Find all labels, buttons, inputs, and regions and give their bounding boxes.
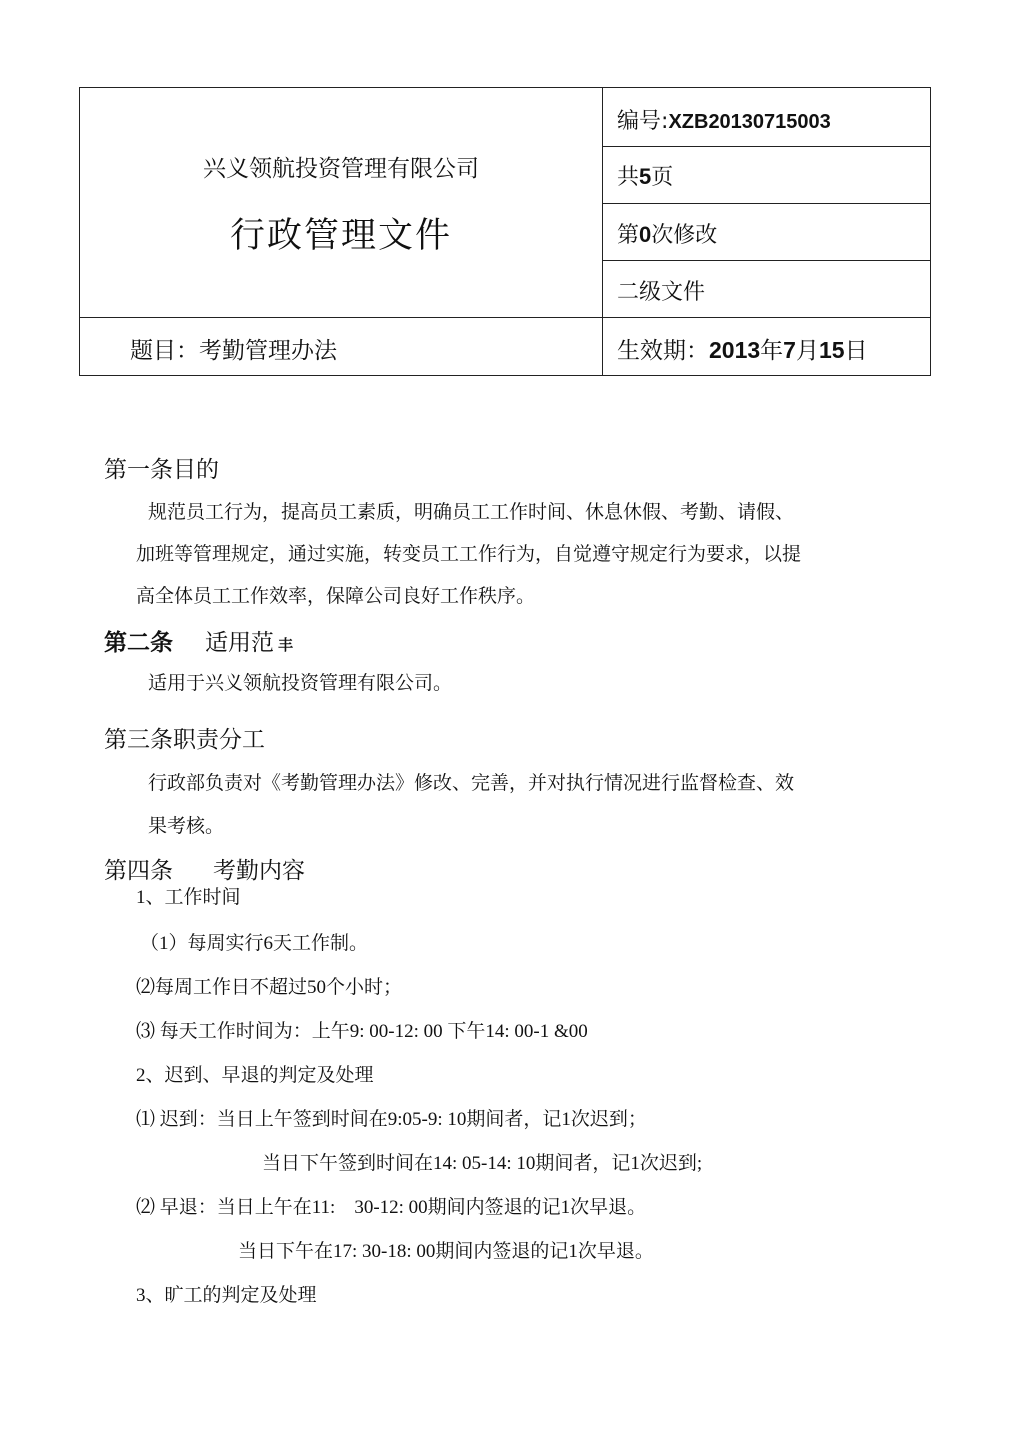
revision-count bbox=[617, 218, 717, 249]
list-item: （1）每周实行6天工作制。 bbox=[140, 933, 369, 954]
effective-year: 2013 bbox=[709, 337, 761, 363]
effective-date bbox=[617, 332, 868, 365]
month-unit: 月 bbox=[795, 338, 819, 364]
article2-heading bbox=[104, 624, 293, 657]
company-name: 兴义领航投资管理有限公司 bbox=[203, 156, 479, 182]
table-divider bbox=[602, 203, 930, 204]
article3-line: 行政部负责对《考勤管理办法》修改、完善，并对执行情况进行监督检查、效 bbox=[148, 772, 795, 794]
article1-line: 高全体员工工作效率，保障公司良好工作秩序。 bbox=[136, 585, 536, 607]
document-subject: 题目：考勤管理办法 bbox=[130, 338, 337, 364]
list-item-continued: 当日下午签到时间在14: 05-14: 10期间者，记1次迟到; bbox=[262, 1153, 703, 1174]
section-title: 3、旷工的判定及处理 bbox=[136, 1285, 317, 1306]
table-divider bbox=[80, 317, 930, 318]
page-count-number: 5 bbox=[639, 164, 652, 189]
day-unit: 日 bbox=[844, 338, 868, 364]
article2-heading-number: 第二条 bbox=[104, 630, 173, 656]
document-number-separator: : bbox=[661, 109, 669, 134]
document-level: 二级文件 bbox=[617, 280, 706, 305]
table-divider bbox=[602, 260, 930, 261]
page-count bbox=[617, 160, 673, 191]
list-item: ⑴ 迟到：当日上午签到时间在9:05-9: 10期间者，记1次迟到； bbox=[136, 1109, 647, 1130]
page-count-prefix: 共 bbox=[617, 165, 640, 190]
article4-heading-number: 第四条 bbox=[104, 858, 173, 884]
list-item: ⑵每周工作日不超过50个小时； bbox=[136, 977, 403, 998]
article2-heading-title: 适用范 bbox=[205, 630, 274, 656]
article1-line: 加班等管理规定，通过实施，转变员工工作行为，自觉遵守规定行为要求，以提 bbox=[136, 543, 802, 565]
effective-month: 7 bbox=[783, 337, 796, 363]
revision-number: 0 bbox=[639, 222, 652, 247]
table-divider bbox=[602, 146, 930, 147]
table-divider bbox=[602, 88, 603, 375]
document-type: 行政管理文件 bbox=[229, 216, 452, 256]
effective-day: 15 bbox=[818, 337, 845, 363]
article1-heading: 第一条目的 bbox=[104, 457, 219, 483]
list-item: ⑵ 早退：当日上午在11: 30-12: 00期间内签退的记1次早退。 bbox=[136, 1197, 647, 1218]
revision-prefix: 第 bbox=[617, 223, 640, 248]
article1-line: 规范员工行为，提高员工素质，明确员工工作时间、休息休假、考勤、请假、 bbox=[148, 501, 795, 523]
list-item: ⑶ 每天工作时间为：上午9: 00-12: 00 下午14: 00-1 &00 bbox=[136, 1021, 588, 1042]
section-title: 1、工作时间 bbox=[136, 887, 241, 908]
document-number-label: 编号 bbox=[617, 109, 662, 134]
list-item-continued: 当日下午在17: 30-18: 00期间内签退的记1次早退。 bbox=[238, 1241, 654, 1262]
document-number bbox=[617, 104, 831, 135]
article3-line: 果考核。 bbox=[148, 815, 225, 837]
article2-text: 适用于兴义领航投资管理有限公司。 bbox=[148, 672, 453, 694]
article4-heading-title: 考勤内容 bbox=[213, 858, 305, 884]
page-count-suffix: 页 bbox=[651, 165, 674, 190]
year-unit: 年 bbox=[760, 338, 784, 364]
article4-heading bbox=[104, 852, 305, 885]
section-title: 2、迟到、早退的判定及处理 bbox=[136, 1065, 374, 1086]
revision-suffix: 次修改 bbox=[651, 223, 718, 248]
article3-heading: 第三条职责分工 bbox=[104, 727, 265, 753]
effective-date-label: 生效期： bbox=[617, 338, 709, 364]
document-number-value: XZB20130715003 bbox=[668, 111, 831, 133]
article2-heading-glyph: 丰 bbox=[278, 636, 294, 654]
document-header-table bbox=[79, 87, 931, 376]
